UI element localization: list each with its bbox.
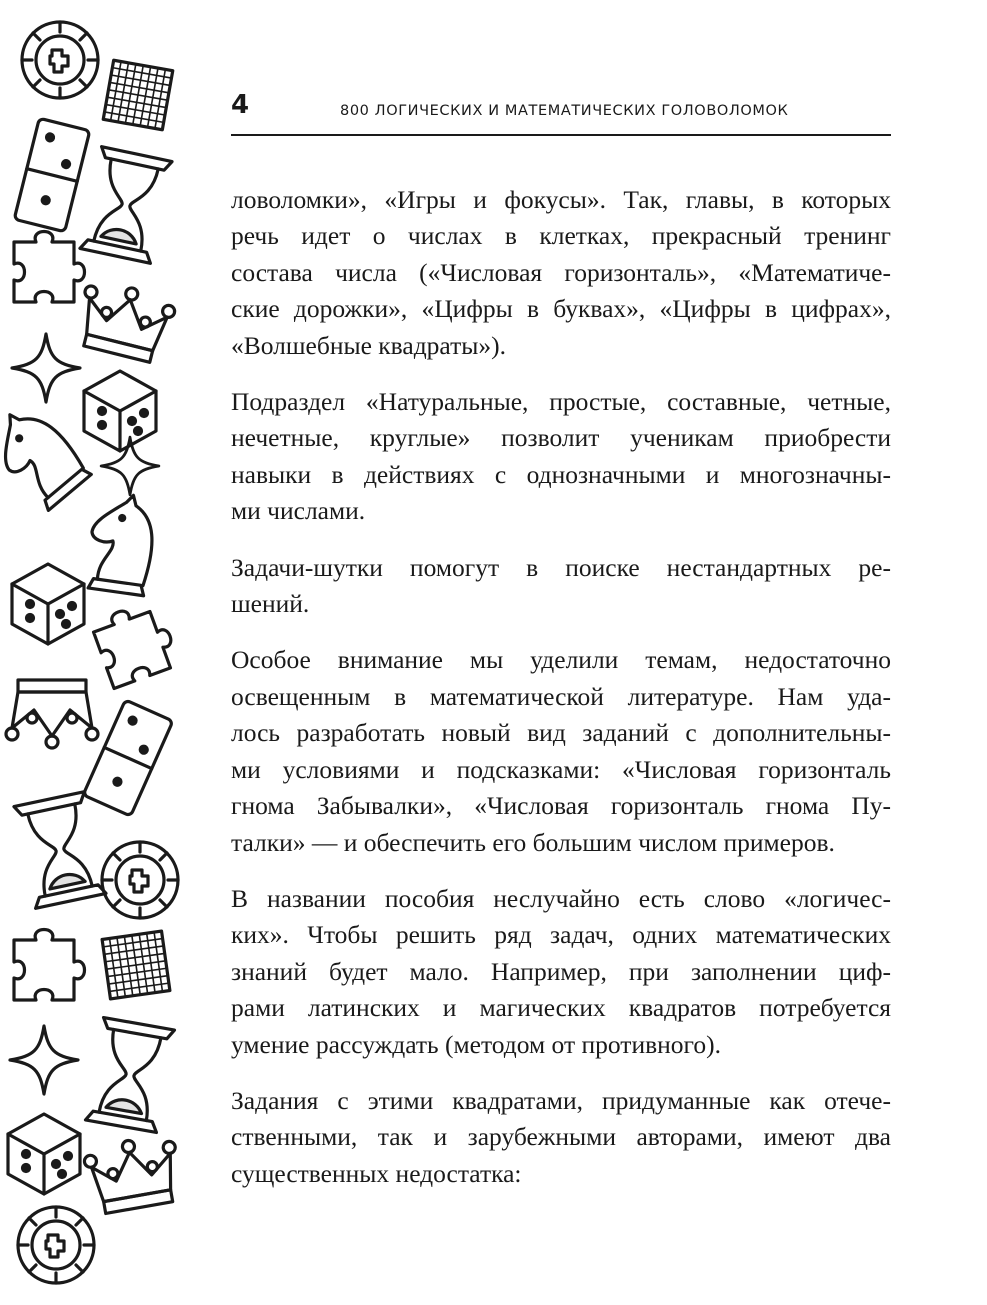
star-icon — [12, 334, 80, 402]
chip-icon — [18, 1207, 94, 1283]
page-number: 4 — [231, 90, 250, 120]
text-line: ственными, так и зарубежными авторами, имеют два — [231, 1122, 891, 1152]
header-divider — [231, 134, 891, 136]
paragraph — [231, 642, 891, 860]
hourglass-icon — [86, 1018, 175, 1133]
text-line: рами латинских и магических квадратов потребуется — [231, 993, 891, 1023]
paragraph — [231, 881, 891, 1063]
paragraph — [231, 182, 891, 364]
paragraph — [231, 1083, 891, 1192]
text-line: «Волшебные квадраты»). — [231, 330, 506, 360]
text-line: нечетные, круглые» позволит ученикам приобрести — [231, 423, 891, 453]
text-line: ми условиями и подсказками: «Числовая горизонталь — [231, 754, 891, 784]
hourglass-icon — [80, 147, 172, 264]
chip-icon — [22, 22, 98, 98]
text-line: лось разработать новый вид заданий с дополнительны- — [231, 718, 891, 748]
puzzle-piece-icon — [14, 232, 85, 303]
body-text — [231, 182, 891, 1212]
text-line: Особое внимание мы уделили темам, недостаточно — [231, 645, 891, 675]
text-line: В названии пособия неслучайно есть слово «логичес- — [231, 883, 891, 913]
text-line: навыки в действиях с однозначными и многозначны- — [231, 459, 891, 489]
text-line: знаний будет мало. Например, при заполнении циф- — [231, 956, 891, 986]
text-line: умение рассуждать (методом от противного). — [231, 1029, 721, 1059]
chessboard-icon — [103, 60, 173, 130]
domino-icon — [14, 118, 90, 231]
text-line: Задания с этими квадратами, придуманные как отече- — [231, 1085, 891, 1115]
star-icon — [10, 1026, 78, 1094]
puzzle-piece-icon — [14, 930, 85, 1001]
decorative-icon-border — [0, 0, 200, 1300]
chess-knight-icon — [84, 490, 158, 596]
text-line: ких». Чтобы решить ряд задач, одних математических — [231, 920, 891, 950]
text-line: речь идет о числах в клетках, прекрасный тренинг — [231, 221, 891, 251]
chessboard-icon — [102, 931, 170, 999]
crown-icon — [72, 277, 178, 365]
dice-icon — [84, 371, 156, 451]
text-line: освещенным в математической литературе. Нам уда- — [231, 681, 891, 711]
hourglass-icon — [14, 792, 106, 909]
text-line: ские дорожки», «Цифры в буквах», «Цифры в цифрах», — [231, 294, 891, 324]
running-header-title: 800 ЛОГИЧЕСКИХ И МАТЕМАТИЧЕСКИХ ГОЛОВОЛОМОК — [340, 104, 789, 119]
puzzle-piece-icon — [90, 598, 180, 688]
text-line: гнома Забывалки», «Числовая горизонталь гнома Пу- — [231, 791, 891, 821]
paragraph — [231, 384, 891, 530]
dice-icon — [8, 1114, 80, 1194]
text-line: состава числа («Числовая горизонталь», «Математиче- — [231, 257, 891, 287]
text-line: существенных недостатка: — [231, 1158, 522, 1188]
crown-icon — [6, 680, 98, 748]
text-line: талки» — и обеспечить его большим числом примеров. — [231, 827, 835, 857]
text-line: Задачи-шутки помогут в поиске нестандартных ре- — [231, 552, 891, 582]
text-line: ловоломки», «Игры и фокусы». Так, главы, в которых — [231, 185, 891, 214]
text-line: шений. — [231, 589, 310, 619]
dice-icon — [12, 564, 84, 644]
crown-icon — [82, 1133, 184, 1216]
paragraph — [231, 550, 891, 623]
chess-knight-icon — [0, 398, 92, 513]
chip-icon — [102, 842, 178, 918]
domino-icon — [83, 700, 173, 816]
text-line: ми числами. — [231, 496, 366, 526]
text-line: Подраздел «Натуральные, простые, составные, четные, — [231, 387, 891, 417]
